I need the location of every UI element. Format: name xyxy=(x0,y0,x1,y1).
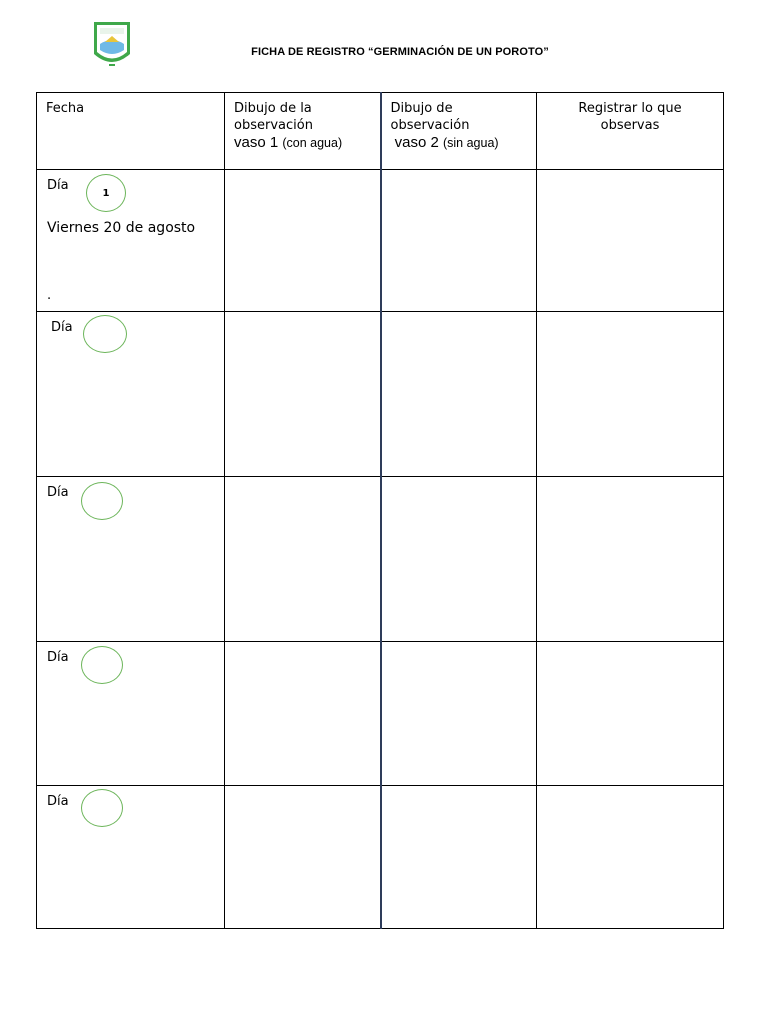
header-registrar-line2: observas xyxy=(600,118,660,133)
table-row xyxy=(37,786,724,929)
table-row xyxy=(37,312,724,477)
table-row xyxy=(37,477,724,642)
header-dibujo2-line1: Dibujo de xyxy=(390,101,453,116)
day-number-circle[interactable] xyxy=(81,646,123,684)
day-number-circle[interactable] xyxy=(81,482,123,520)
header-dibujo-vaso-1 xyxy=(225,93,381,170)
fecha-cell xyxy=(37,477,225,642)
drawing-vaso-1-cell[interactable] xyxy=(225,477,381,642)
school-crest-icon xyxy=(91,20,133,70)
day-label: Día xyxy=(47,794,69,809)
observation-cell[interactable] xyxy=(537,170,724,312)
day-label: Día xyxy=(47,178,69,193)
header-registrar-line1: Registrar lo que xyxy=(578,101,682,116)
date-text: Viernes 20 de agosto xyxy=(47,220,196,236)
fecha-cell xyxy=(37,642,225,786)
drawing-vaso-2-cell[interactable] xyxy=(381,312,537,477)
drawing-vaso-2-cell[interactable] xyxy=(381,642,537,786)
header-fecha-label: Fecha xyxy=(46,101,85,116)
drawing-vaso-1-cell[interactable] xyxy=(225,642,381,786)
drawing-vaso-2-cell[interactable] xyxy=(381,477,537,642)
day-number-circle[interactable]: 1 xyxy=(86,174,126,212)
header-vaso2: vaso 2 xyxy=(394,134,439,151)
fecha-cell xyxy=(37,170,225,312)
observation-cell[interactable] xyxy=(537,642,724,786)
observation-cell[interactable] xyxy=(537,786,724,929)
header-registrar xyxy=(537,93,724,170)
day-label: Día xyxy=(51,320,73,335)
header-dibujo-vaso-2 xyxy=(381,93,537,170)
dot-mark: . xyxy=(47,288,52,303)
day-number-circle[interactable] xyxy=(81,789,123,827)
table-row xyxy=(37,170,724,312)
header-vaso2-condition: (sin agua) xyxy=(442,136,499,150)
observation-cell[interactable] xyxy=(537,312,724,477)
day-label: Día xyxy=(47,650,69,665)
fecha-cell xyxy=(37,312,225,477)
record-table xyxy=(36,92,723,929)
observation-cell[interactable] xyxy=(537,477,724,642)
header-dibujo1-line2: observación xyxy=(234,118,313,133)
table-row xyxy=(37,642,724,786)
header-fecha xyxy=(37,93,225,170)
document-title: FICHA DE REGISTRO “GERMINACIÓN DE UN POROTO” xyxy=(251,46,549,58)
drawing-vaso-1-cell[interactable] xyxy=(225,312,381,477)
drawing-vaso-2-cell[interactable] xyxy=(381,786,537,929)
header-row xyxy=(37,93,724,170)
fecha-cell xyxy=(37,786,225,929)
day-number-circle[interactable] xyxy=(83,315,127,353)
header-dibujo1-line1: Dibujo de la xyxy=(234,101,312,116)
day-label: Día xyxy=(47,485,69,500)
header-vaso1-condition: (con agua) xyxy=(282,136,343,150)
header-vaso1: vaso 1 xyxy=(234,134,279,151)
drawing-vaso-2-cell[interactable] xyxy=(381,170,537,312)
header-dibujo2-line2: observación xyxy=(390,118,470,133)
drawing-vaso-1-cell[interactable] xyxy=(225,170,381,312)
drawing-vaso-1-cell[interactable] xyxy=(225,786,381,929)
